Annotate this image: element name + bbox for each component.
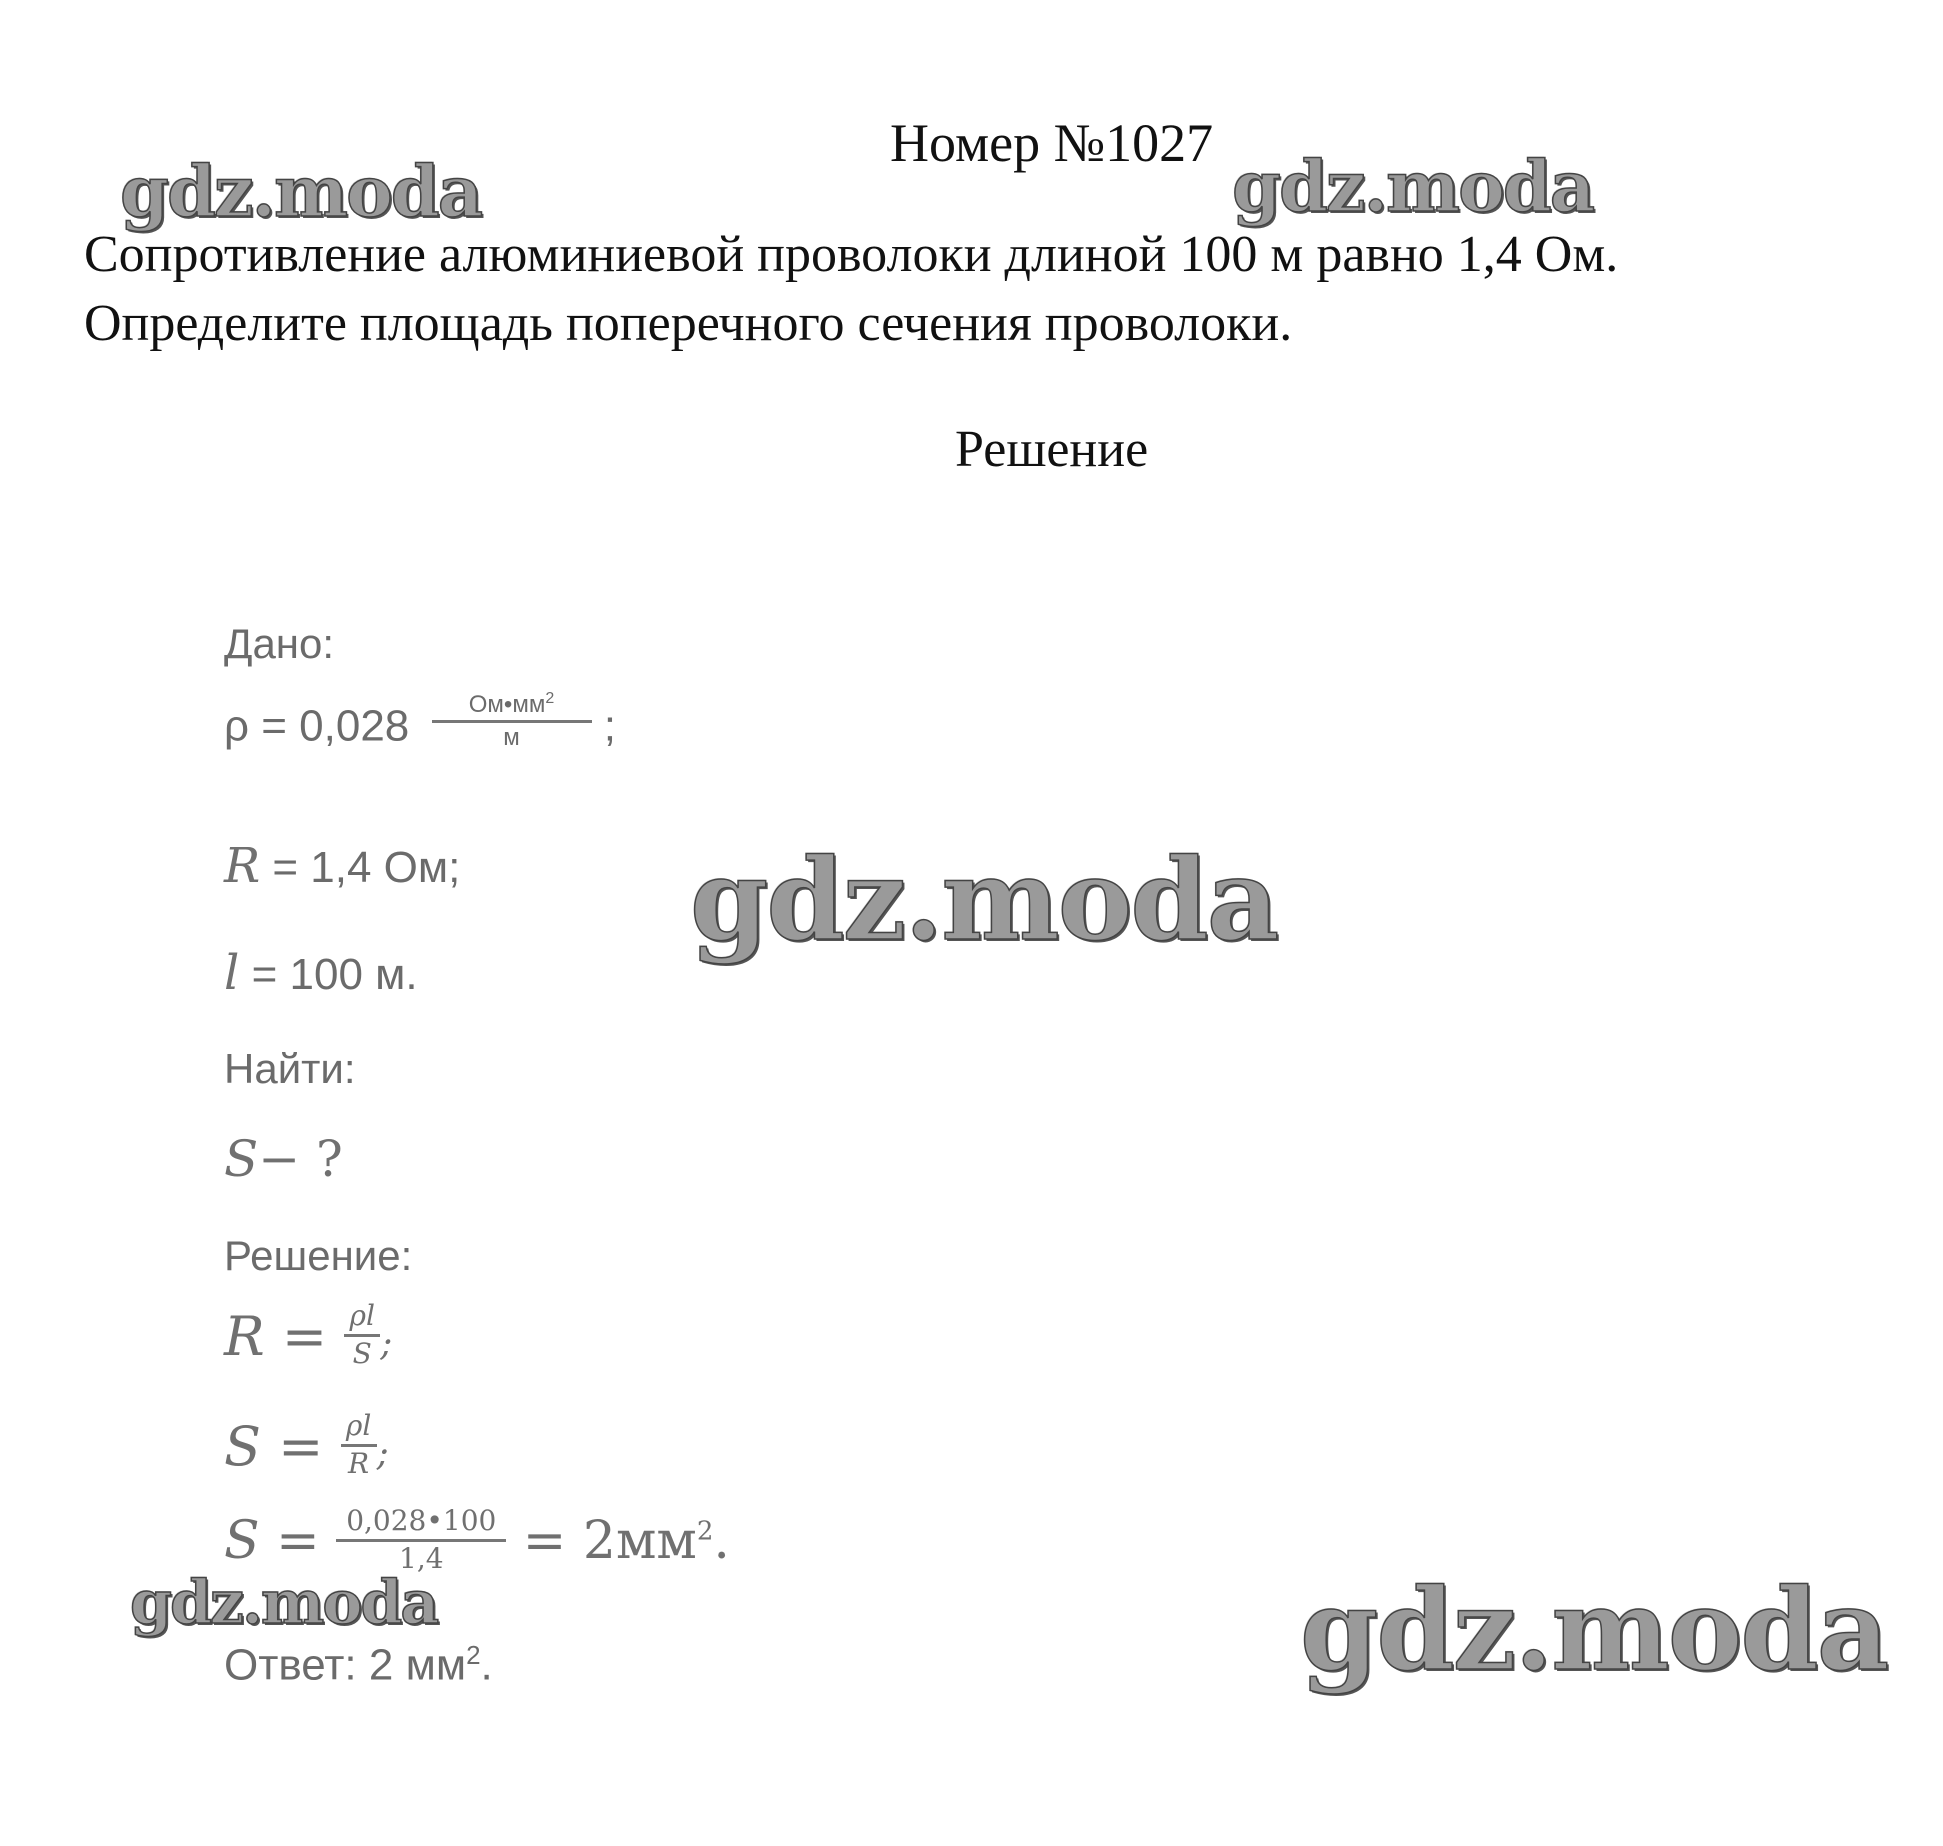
watermark-logo: gdz.moda [120, 150, 482, 233]
find-s: S− ? [224, 1130, 343, 1188]
rho-unit-denominator: м [503, 724, 520, 752]
formula-r-fraction: $\frac{\rho l}{S}$ [344, 1301, 380, 1370]
rho-unit-numerator: $Ом•мм^2$ [468, 690, 555, 718]
formula-s-fraction: $\frac{\rho l}{R}$ [341, 1411, 377, 1480]
find-label: Найти: [224, 1045, 356, 1092]
problem-line-2: Определите площадь поперечного сечения проволоки. [84, 295, 1293, 352]
given-rho [224, 690, 616, 760]
rho-unit-fraction [432, 690, 592, 752]
formula-r: R = $\frac{\rho l}{S}$ ; [224, 1298, 393, 1370]
solution-label: Решение: [224, 1232, 413, 1279]
watermark-logo: gdz.moda [130, 1568, 438, 1638]
watermark-logo: gdz.moda [690, 835, 1278, 966]
formula-s-value-fraction: $\frac{0,028•100}{1,4}$ [336, 1506, 506, 1575]
answer: Ответ: 2 $мм^2$. [224, 1640, 493, 1690]
given-label: Дано: [224, 620, 335, 667]
formula-s-value: S = $\frac{0,028•100}{1,4}$ = $2мм^2$. [224, 1504, 730, 1575]
watermark-logo: gdz.moda [1232, 145, 1594, 228]
formula-s: S = $\frac{\rho l}{R}$ ; [224, 1408, 389, 1480]
given-r: R = 1,4 Ом; [224, 838, 461, 894]
rho-suffix: ; [603, 701, 616, 751]
solution-heading: Решение [955, 421, 1149, 478]
problem-line-1: Сопротивление алюминиевой проволоки длиной 100 м равно 1,4 Ом. [84, 226, 1619, 283]
watermark-logo: gdz.moda [1300, 1565, 1888, 1696]
page-title: Номер №1027 [890, 113, 1214, 173]
rho-prefix: ρ = 0,028 [224, 701, 410, 751]
given-l: l = 100 м. [224, 945, 418, 1001]
